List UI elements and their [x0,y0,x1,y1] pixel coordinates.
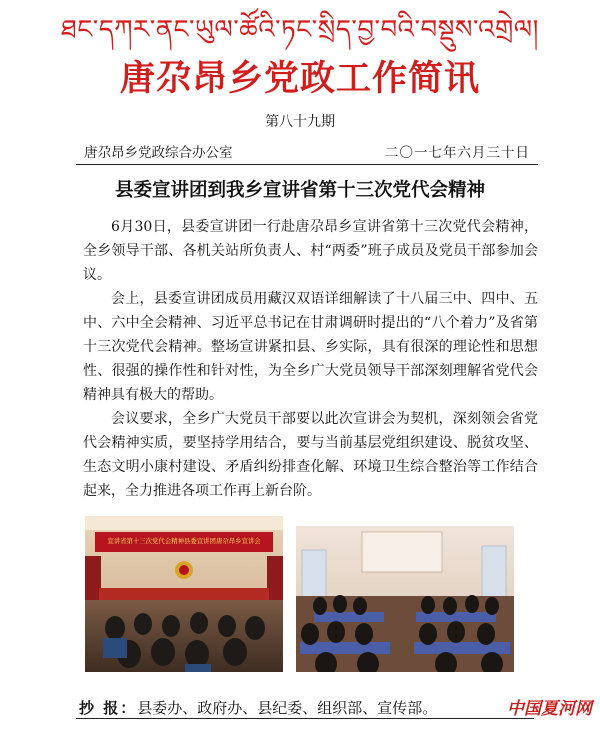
issue-number: 第八十九期 [265,114,335,130]
photo-banner-caption: 宣讲省第十三次党代会精神县委宣讲团唐尕昂乡宣讲会 [107,537,261,545]
distribution-line [79,697,437,719]
issue-date: 二〇一七年六月三十日 [385,145,530,161]
paragraph-1: 6月30日，县委宣讲团一行赴唐尕昂乡宣讲省第十三次党代会精神，全乡领导干部、各机关站所负责人、村“两委”班子成员及党员干部参加会议。 [83,219,538,283]
tibetan-masthead: ཐང་དཀར་ནང་ཡུལ་ཚོའི་ཏང་སྲིད་བྱ་བའི་བསྡུས་འགྲེལ། [61,15,539,45]
meeting-photo-2 [296,516,514,672]
footer-divider [76,718,534,719]
article-headline: 县委宣讲团到我乡宣讲省第十三次党代会精神 [114,180,485,201]
cc-label: 抄 报： [79,699,138,717]
header-divider [76,164,538,165]
site-watermark: 中国夏河网 [507,699,592,719]
paragraph-2: 会上，县委宣讲团成员用藏汉双语详细解读了十八届三中、四中、五中、六中全会精神、习近平总书记在甘肃调研时提出的“八个着力”及省第十三次党代会精神。整场宣讲紧扣县、乡实际，具有很深的理论性和思想性、很强的操作性和针对性，为全乡广大党员领导干部深刻理解省党代会精神具有极大的帮助。 [83,291,538,403]
cc-recipients: 县委办、政府办、县纪委、组织部、宣传部。 [137,699,438,717]
newsletter-title: 唐尕昂乡党政工作简讯 [119,59,480,99]
article-body [83,215,538,503]
meeting-photo-2-image [296,516,514,672]
issuing-office: 唐尕昂乡党政综合办公室 [84,145,233,161]
meeting-photo-1 [85,516,283,672]
issuer-row [84,143,530,163]
paragraph-3: 会议要求，全乡广大党员干部要以此次宣讲会为契机，深刻领会省党代会精神实质，要坚持学用结合，要与当前基层党组织建设、脱贫攻坚、生态文明小康村建设、矛盾纠纷排查化解、环境卫生综合整治等工作结合起来，全力推进各项工作再上新台阶。 [83,411,538,499]
